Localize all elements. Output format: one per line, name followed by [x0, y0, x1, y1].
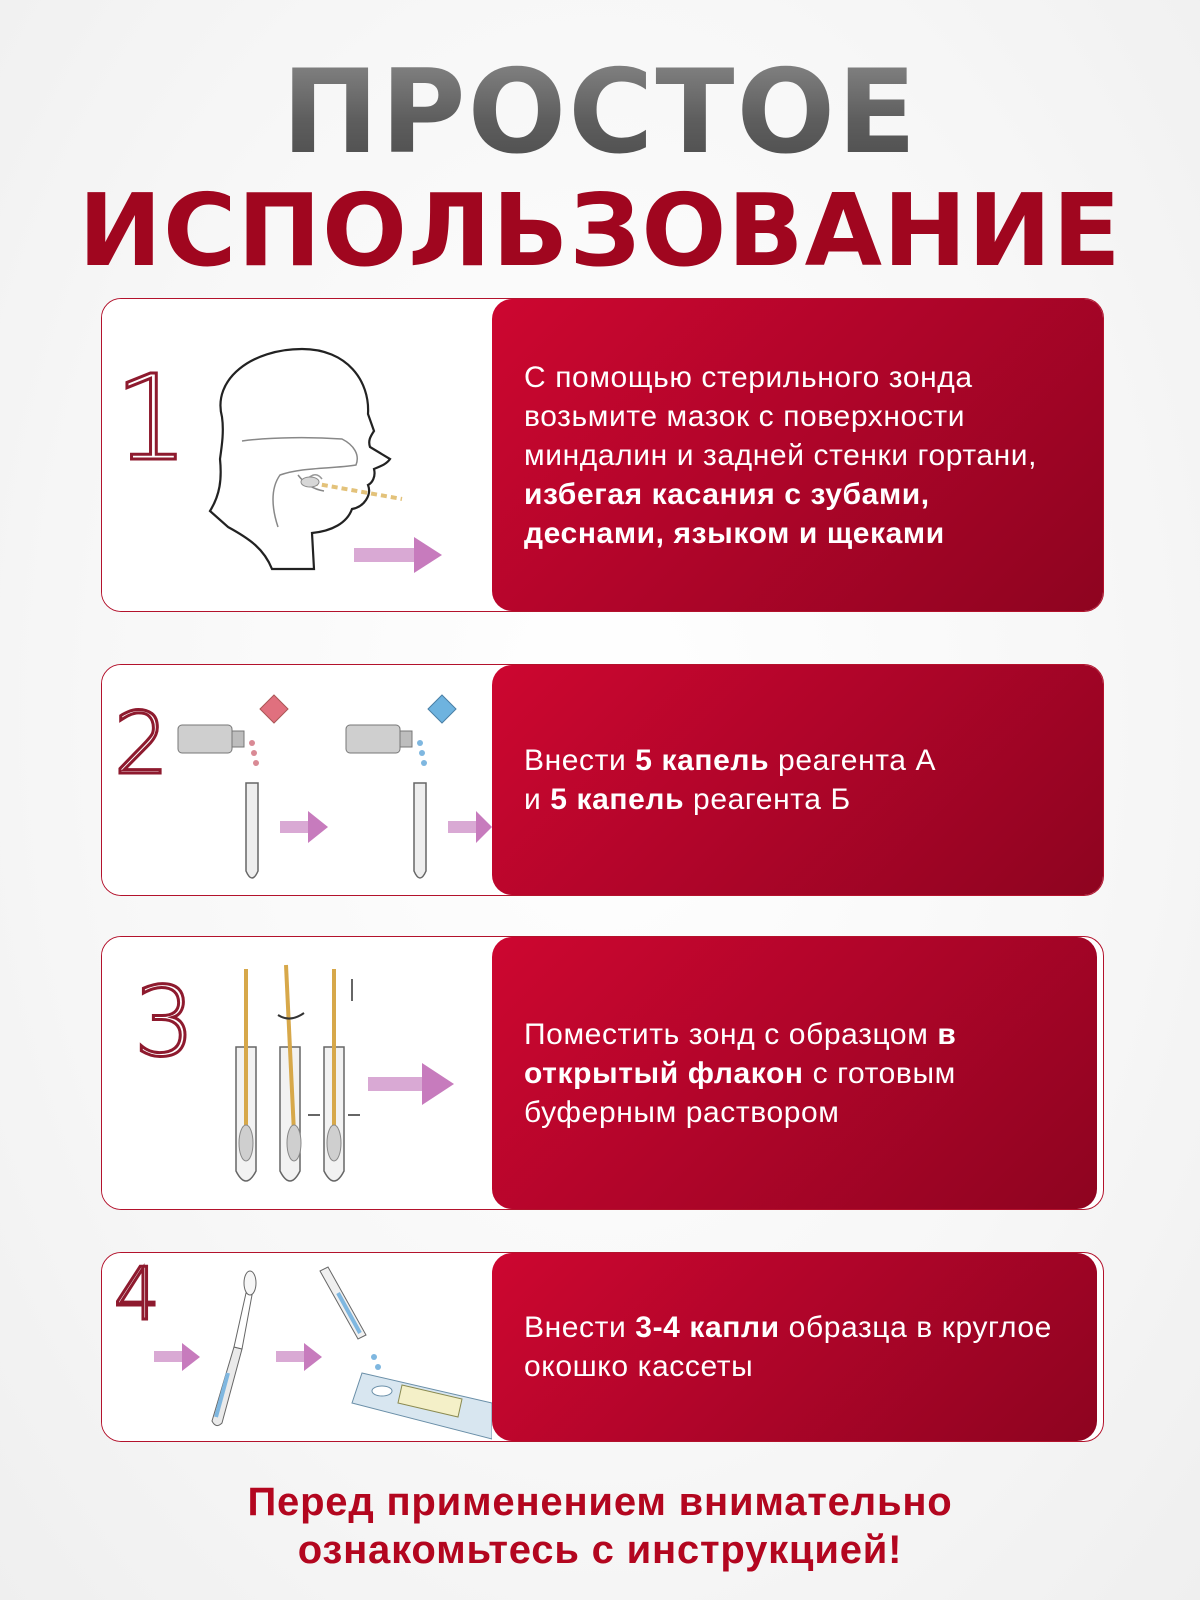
- step-3-text: Поместить зонд с образцом: [524, 1017, 938, 1051]
- step-card-3: [101, 936, 1104, 1210]
- footer-line-1: Перед применением внимательно: [247, 1480, 953, 1524]
- step-4-text: образца в круглое окошко кассеты: [524, 1311, 1052, 1383]
- arrow-right-icon: [280, 811, 328, 843]
- step-1-description: [492, 299, 1103, 611]
- vial-with-swab-icon: [236, 969, 256, 1181]
- step-4-text: Внести: [524, 1311, 636, 1344]
- step-card-1: [101, 298, 1104, 612]
- step-2-text: и: [524, 783, 551, 816]
- step-card-4: [101, 1252, 1104, 1442]
- vial-rotating-swab-icon: [278, 965, 304, 1181]
- footer-line-2: ознакомьтесь с инструкцией!: [297, 1528, 903, 1572]
- step-number-2: 2: [114, 694, 169, 794]
- head-profile-icon: [210, 349, 390, 569]
- step-3-illustration: [102, 937, 492, 1209]
- step-1-text-plain: С помощью стерильного зонда возьмите мазок с поверхности миндалин и задней стенки гортани,: [524, 360, 1038, 472]
- step-1-text-bold: избегая касания с зубами, деснами, языком и щеками: [524, 477, 945, 550]
- step-2-illustration: [102, 665, 492, 895]
- arrow-right-icon: [448, 811, 492, 843]
- test-tube-icon: [246, 783, 258, 878]
- page-title-line-1: ПРОСТОЕ: [0, 48, 1200, 178]
- step-2-text-bold: 5 капель: [550, 783, 685, 816]
- step-number-4: 4: [114, 1253, 160, 1336]
- test-cassette-icon: [352, 1373, 492, 1439]
- swab-icon: [301, 477, 402, 499]
- step-4-text-bold: 3-4 капли: [635, 1311, 780, 1344]
- step-2-text-bold: 5 капель: [635, 744, 770, 777]
- step-4-illustration: [102, 1253, 492, 1441]
- step-3-text-bold: в открытый флакон: [524, 1017, 957, 1090]
- dropper-tilted-icon: [320, 1267, 381, 1370]
- step-number-1: 1: [114, 349, 190, 487]
- step-2-description: [492, 665, 1103, 895]
- step-2-text: реагента А: [769, 744, 937, 777]
- arrow-right-icon: [354, 537, 442, 573]
- step-4-description: [492, 1253, 1097, 1441]
- reagent-b-bottle-icon: [346, 695, 456, 766]
- step-card-2: [101, 664, 1104, 896]
- step-3-text: с готовым буферным раствором: [524, 1056, 956, 1129]
- arrow-right-icon: [368, 1063, 454, 1105]
- test-tube-icon: [414, 783, 426, 878]
- step-2-text: Внести: [524, 744, 636, 777]
- reagent-a-bottle-icon: [178, 695, 288, 766]
- vial-squeeze-icon: [308, 969, 360, 1181]
- step-1-illustration: [102, 299, 492, 611]
- step-3-description: [492, 937, 1097, 1209]
- step-number-3: 3: [134, 966, 196, 1078]
- arrow-right-icon: [276, 1343, 322, 1371]
- step-2-text: реагента Б: [684, 783, 851, 816]
- arrow-right-icon: [154, 1343, 200, 1371]
- dropper-vial-icon: [212, 1271, 256, 1426]
- footer-warning: [0, 1478, 1200, 1574]
- page-title-line-2: ИСПОЛЬЗОВАНИЕ: [78, 172, 1122, 289]
